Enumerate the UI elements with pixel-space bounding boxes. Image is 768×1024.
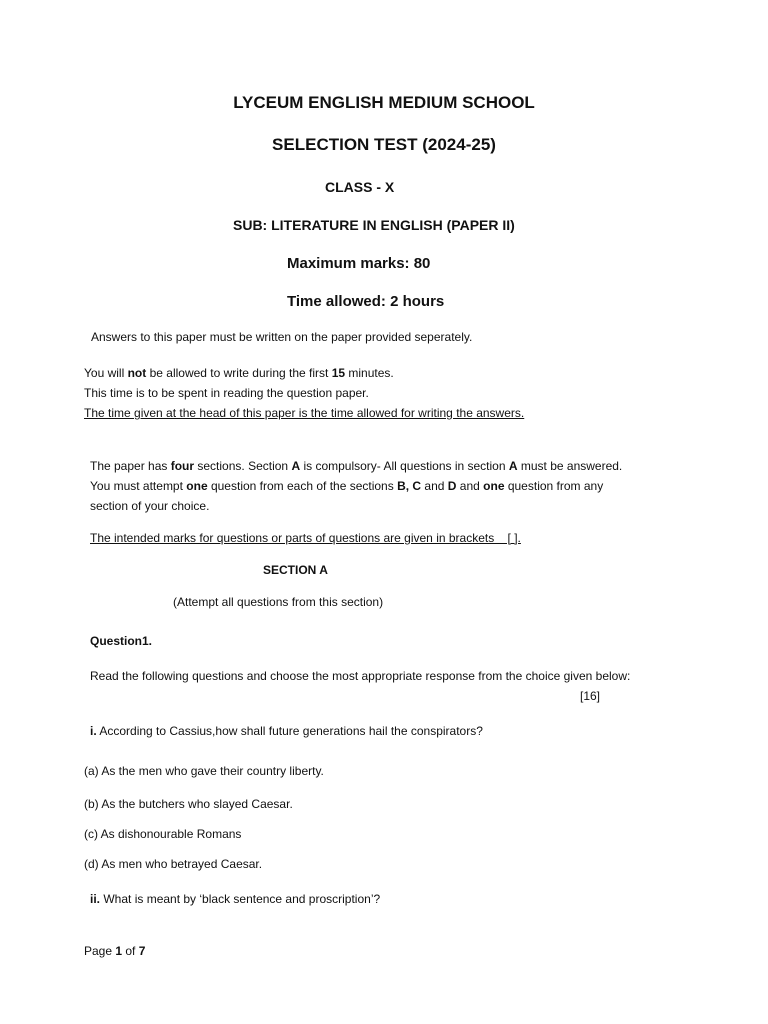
sections-paragraph-line-1 — [90, 456, 622, 476]
sub-question-number: i. — [90, 724, 97, 738]
question-prompt: Read the following questions and choose the most appropriate response from the choice given below: — [90, 669, 631, 683]
sub-question-text: According to Cassius,how shall future generations hail the conspirators? — [96, 724, 483, 738]
text: must be answered. — [517, 459, 623, 473]
sub-question-number: ii. — [90, 892, 101, 906]
text: minutes. — [345, 366, 394, 380]
text-bold: B, C — [397, 479, 422, 493]
text-bold: one — [483, 479, 505, 493]
text-bold: four — [170, 459, 195, 473]
option-a: (a) As the men who gave their country liberty. — [84, 764, 324, 778]
sub-question-text: What is meant by ‘black sentence and proscription’? — [100, 892, 381, 906]
page-number — [84, 941, 145, 961]
text: question from each of the sections — [207, 479, 398, 493]
text: and — [421, 479, 448, 493]
subject-label: SUB: LITERATURE IN ENGLISH (PAPER II) — [233, 217, 515, 233]
text-bold: 15 — [331, 366, 346, 380]
class-label: CLASS - X — [325, 179, 395, 195]
option-c: (c) As dishonourable Romans — [84, 827, 242, 841]
text-bold: D — [447, 479, 457, 493]
text: Page — [84, 944, 116, 958]
text: You will — [84, 366, 128, 380]
marks-note: The intended marks for questions or parts of questions are given in brackets [ ]. — [90, 531, 521, 545]
text-bold: A — [508, 459, 518, 473]
sub-question-ii — [90, 889, 380, 909]
text-bold: one — [186, 479, 208, 493]
section-title: SECTION A — [263, 563, 328, 577]
max-marks: Maximum marks: 80 — [287, 255, 431, 272]
instruction-line-3: The time given at the head of this paper is the time allowed for writing the answers. — [84, 406, 525, 420]
question-label: Question1. — [90, 634, 153, 648]
test-title: SELECTION TEST (2024-25) — [272, 135, 496, 154]
text: be allowed to write during the first — [146, 366, 332, 380]
text: is compulsory- All questions in section — [300, 459, 509, 473]
text: question from any — [504, 479, 604, 493]
option-d: (d) As men who betrayed Caesar. — [84, 857, 263, 871]
instruction-line-2: This time is to be spent in reading the question paper. — [84, 386, 369, 400]
text: sections. Section — [194, 459, 292, 473]
instruction-line-1 — [84, 363, 394, 383]
time-allowed: Time allowed: 2 hours — [287, 293, 445, 310]
text-bold: A — [291, 459, 301, 473]
text: You must attempt — [90, 479, 187, 493]
question-marks: [16] — [580, 689, 601, 703]
answers-note: Answers to this paper must be written on the paper provided seperately. — [91, 330, 473, 344]
text-bold: not — [127, 366, 147, 380]
sections-paragraph-line-2 — [90, 476, 603, 496]
text: The paper has — [90, 459, 171, 473]
text: of — [122, 944, 139, 958]
sections-paragraph-line-3: section of your choice. — [90, 499, 210, 513]
text: and — [456, 479, 484, 493]
section-subtitle: (Attempt all questions from this section) — [173, 595, 384, 609]
text-bold: 1 — [115, 944, 123, 958]
option-b: (b) As the butchers who slayed Caesar. — [84, 797, 293, 811]
text-bold: 7 — [138, 944, 146, 958]
school-name: LYCEUM ENGLISH MEDIUM SCHOOL — [233, 93, 535, 112]
sub-question-i — [90, 721, 483, 741]
